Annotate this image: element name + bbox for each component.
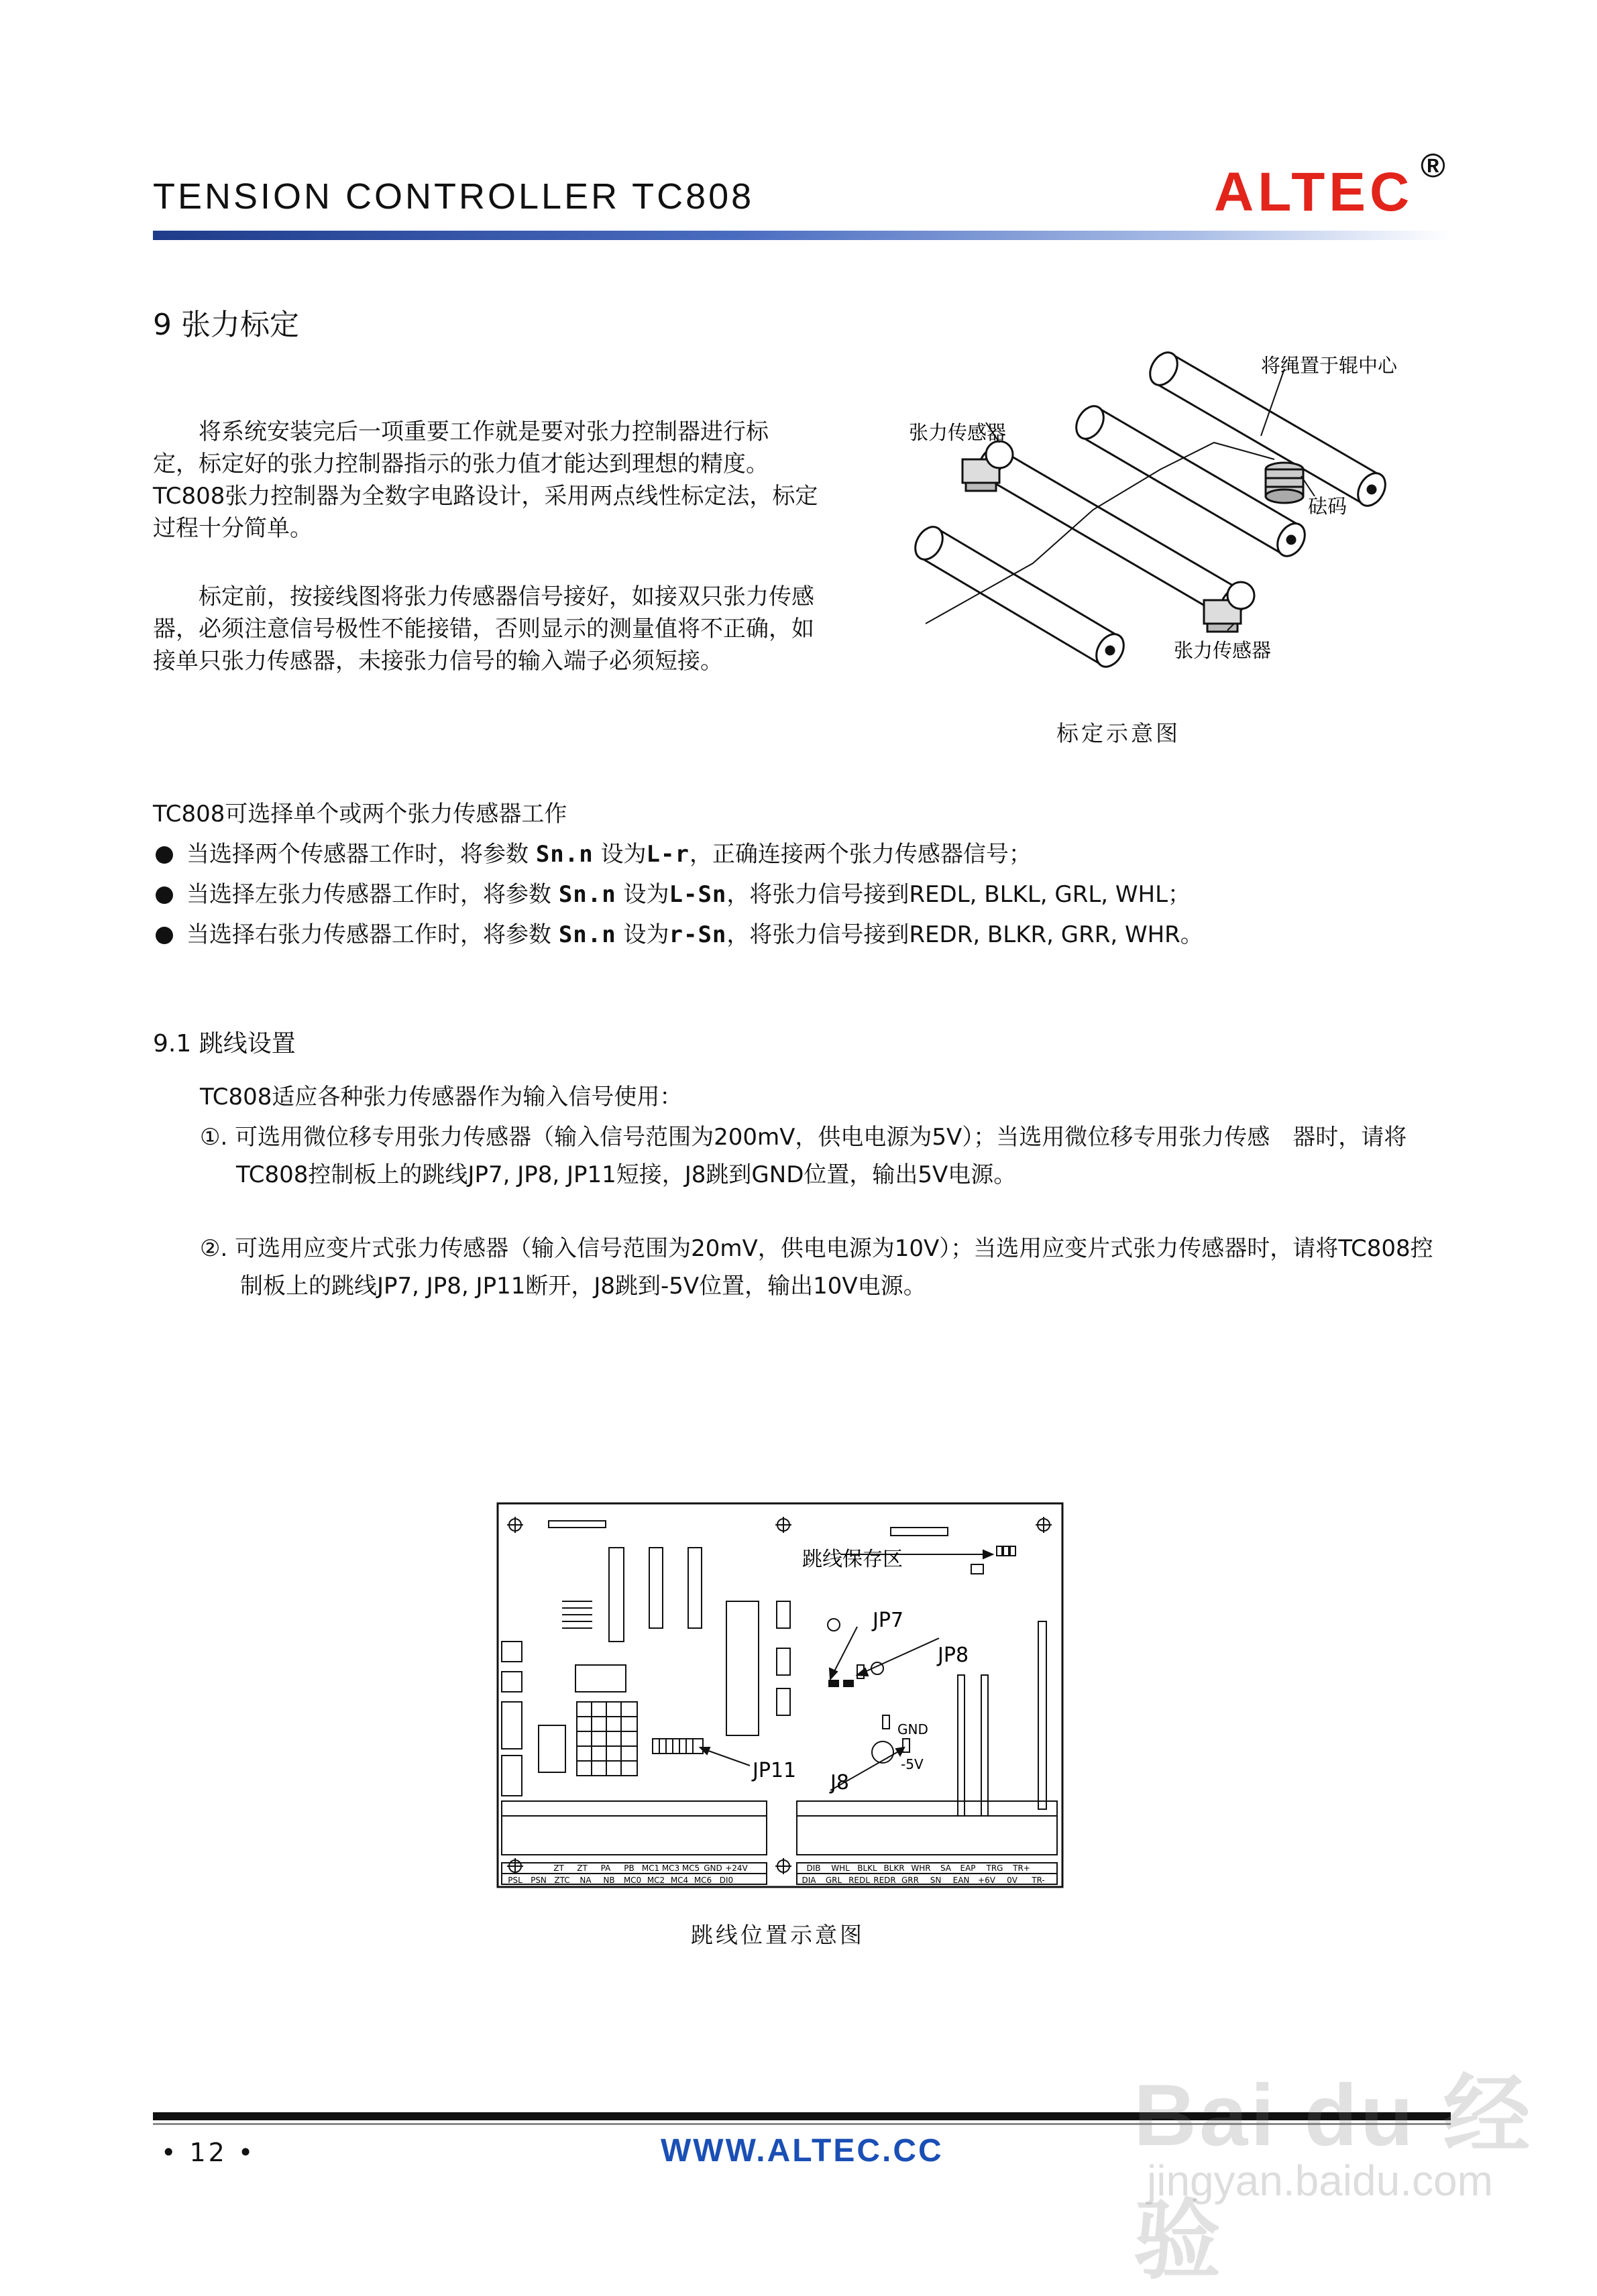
header-divider (153, 231, 1451, 240)
terminal-label: 0V (1007, 1876, 1017, 1885)
roller-sensor (974, 443, 1250, 623)
bullet-item (156, 838, 1032, 870)
para2-line: 标定前，按接线图将张力传感器信号接好，如接双只张力传感 (153, 583, 814, 610)
terminal-label: MC0 (623, 1876, 642, 1885)
terminal-label: BLKL (857, 1863, 877, 1873)
para1-line: 过程十分简单。 (153, 515, 313, 542)
terminal-label: NB (603, 1876, 615, 1885)
section-9-paragraph-2 (153, 581, 850, 677)
bullet-pre: 当选择左张力传感器工作时，将参数 (186, 881, 559, 908)
terminal-label: PSL (508, 1876, 522, 1885)
param-value: r-Sn (669, 921, 727, 948)
terminal-label: MC1 (641, 1863, 660, 1873)
terminal-block-right (797, 1801, 1057, 1855)
terminal-label: ZTC (554, 1876, 570, 1885)
terminal-label: TRG (986, 1863, 1003, 1873)
board-caption: 跳线位置示意图 (691, 1922, 865, 1948)
bullet-mid: 设为 (616, 881, 669, 908)
terminal-label: MC6 (694, 1876, 712, 1885)
heat-sink (562, 1601, 592, 1628)
para2-line: 接单只张力传感器，未接张力信号的输入端子必须短接。 (153, 648, 723, 675)
terminal-label: TR+ (1013, 1863, 1030, 1873)
label-j8: J8 (830, 1771, 849, 1794)
terminal-label: GND (704, 1863, 722, 1873)
terminal-label: GRL (825, 1876, 842, 1885)
para1-line: 定，标定好的张力控制器指示的张力值才能达到理想的精度。 (153, 451, 769, 477)
jumper-option-1-line1: ①. 可选用微位移专用张力传感器（输入信号范围为200mV，供电电源为5V）；当选用微位移专用张力传感 器时，请将 (200, 1124, 1407, 1151)
param-value: L-Sn (669, 881, 727, 908)
label-sensor-bottom: 张力传感器 (1174, 639, 1272, 662)
terminal-block-left (502, 1801, 767, 1855)
page-number: • 12 • (161, 2138, 256, 2167)
bullet-pre: 当选择右张力传感器工作时，将参数 (186, 921, 559, 948)
label-minus-5v: -5V (901, 1756, 924, 1772)
terminal-label: +6V (978, 1876, 995, 1885)
section-9-paragraph-1 (153, 416, 850, 544)
param-code: Sn.n (558, 881, 616, 908)
terminal-label: REDL (848, 1876, 870, 1885)
jumper-option-1-line2: TC808控制板上的跳线JP7, JP8, JP11短接，J8跳到GND位置，输出5V电源。 (236, 1161, 1017, 1188)
section-9-1-title: 9.1 跳线设置 (153, 1030, 296, 1057)
label-jp7: JP7 (873, 1609, 904, 1632)
label-gnd: GND (897, 1721, 928, 1737)
watermark-url: jingyan.baidu.com (1147, 2157, 1493, 2205)
jumper-option-2-line2: 制板上的跳线JP7, JP8, JP11断开，J8跳到-5V位置，输出10V电源。 (240, 1273, 926, 1300)
footer-website-link[interactable]: WWW.ALTEC.CC (661, 2133, 944, 2169)
label-sensor-top: 张力传感器 (909, 421, 1007, 444)
calibration-caption: 标定示意图 (1056, 720, 1180, 746)
label-jumper-storage: 跳线保存区 (802, 1548, 903, 1571)
terminal-label: EAN (952, 1876, 970, 1885)
terminal-label: ZT (577, 1863, 588, 1873)
watermark-logo: Bai du 经验 (1134, 2066, 1533, 2289)
param-value: L-r (646, 841, 690, 868)
terminal-label: PSN (531, 1876, 547, 1885)
label-weight: 砝码 (1308, 495, 1347, 518)
terminal-label: DIB (806, 1863, 821, 1873)
section-9-1-intro: TC808适应各种张力传感器作为输入信号使用： (200, 1084, 683, 1110)
roller-bottom (910, 522, 1129, 671)
label-jp8: JP8 (938, 1644, 969, 1667)
leader-rope (1261, 369, 1284, 436)
terminal-label: REDR (873, 1876, 896, 1885)
terminal-label: SA (940, 1863, 952, 1873)
section-9-title: 9 张力标定 (153, 308, 299, 342)
terminal-label: MC2 (647, 1876, 665, 1885)
terminal-label: PA (600, 1863, 611, 1873)
label-rope: 将绳置于辊中心 (1261, 354, 1398, 377)
terminal-label: TR- (1032, 1876, 1045, 1885)
bullet-item (156, 919, 1203, 951)
terminal-label: MC5 (681, 1863, 700, 1873)
calibration-diagram (899, 342, 1449, 718)
param-code: Sn.n (558, 921, 616, 948)
terminal-label: DI0 (719, 1876, 734, 1885)
terminal-label: ZT (553, 1863, 564, 1873)
terminal-label: GRR (901, 1876, 919, 1885)
bullet-post: ，将张力信号接到REDR, BLKR, GRR, WHR。 (726, 921, 1203, 948)
document-title: TENSION CONTROLLER TC808 (153, 176, 755, 217)
bullet-icon (156, 846, 173, 864)
registered-mark: ® (1421, 147, 1445, 184)
terminal-label: SN (930, 1876, 942, 1885)
bullet-mid: 设为 (593, 841, 647, 868)
relay-grid (577, 1702, 637, 1776)
board-outline (498, 1503, 1062, 1887)
terminal-label: WHR (911, 1863, 931, 1873)
bullet-post: ，正确连接两个张力传感器信号； (689, 841, 1032, 868)
terminal-label: MC3 (661, 1863, 680, 1873)
bullet-mid: 设为 (616, 921, 669, 948)
sensor-block-bottom (1204, 582, 1254, 632)
para1-line: TC808张力控制器为全数字电路设计，采用两点线性标定法，标定 (153, 483, 818, 510)
label-jp11: JP11 (753, 1759, 797, 1782)
terminal-label: WHL (831, 1863, 850, 1873)
terminal-label: DIA (802, 1876, 816, 1885)
bullet-icon (156, 886, 173, 904)
terminal-label: BLKR (883, 1863, 905, 1873)
bullet-item (156, 878, 1191, 911)
para1-line: 将系统安装完后一项重要工作就是要对张力控制器进行标 (153, 418, 769, 445)
bullet-pre: 当选择两个传感器工作时，将参数 (186, 841, 536, 868)
terminal-label: EAP (960, 1863, 976, 1873)
jumper-board-diagram (495, 1501, 1065, 1890)
jumper-option-2-line1: ②. 可选用应变片式张力传感器（输入信号范围为20mV，供电电源为10V）；当选用应变片式张力传感器时，请将TC808控 (200, 1235, 1433, 1262)
terminal-label: PB (624, 1863, 635, 1873)
terminal-label: +24V (725, 1863, 748, 1873)
brand-logo: ALTEC (1214, 162, 1414, 223)
sensor-block-top (962, 441, 1013, 491)
terminal-label: MC4 (670, 1876, 689, 1885)
terminal-label: NA (580, 1876, 592, 1885)
mounting-holes (507, 1517, 1052, 1874)
weight-icon (1266, 463, 1303, 503)
bullet-icon (156, 927, 173, 944)
para2-line: 器，必须注意信号极性不能接错，否则显示的测量值将不正确，如 (153, 616, 814, 642)
sensor-select-intro: TC808可选择单个或两个张力传感器工作 (153, 801, 567, 827)
param-code: Sn.n (535, 841, 594, 868)
bullet-post: ，将张力信号接到REDL, BLKL, GRL, WHL； (726, 881, 1191, 908)
